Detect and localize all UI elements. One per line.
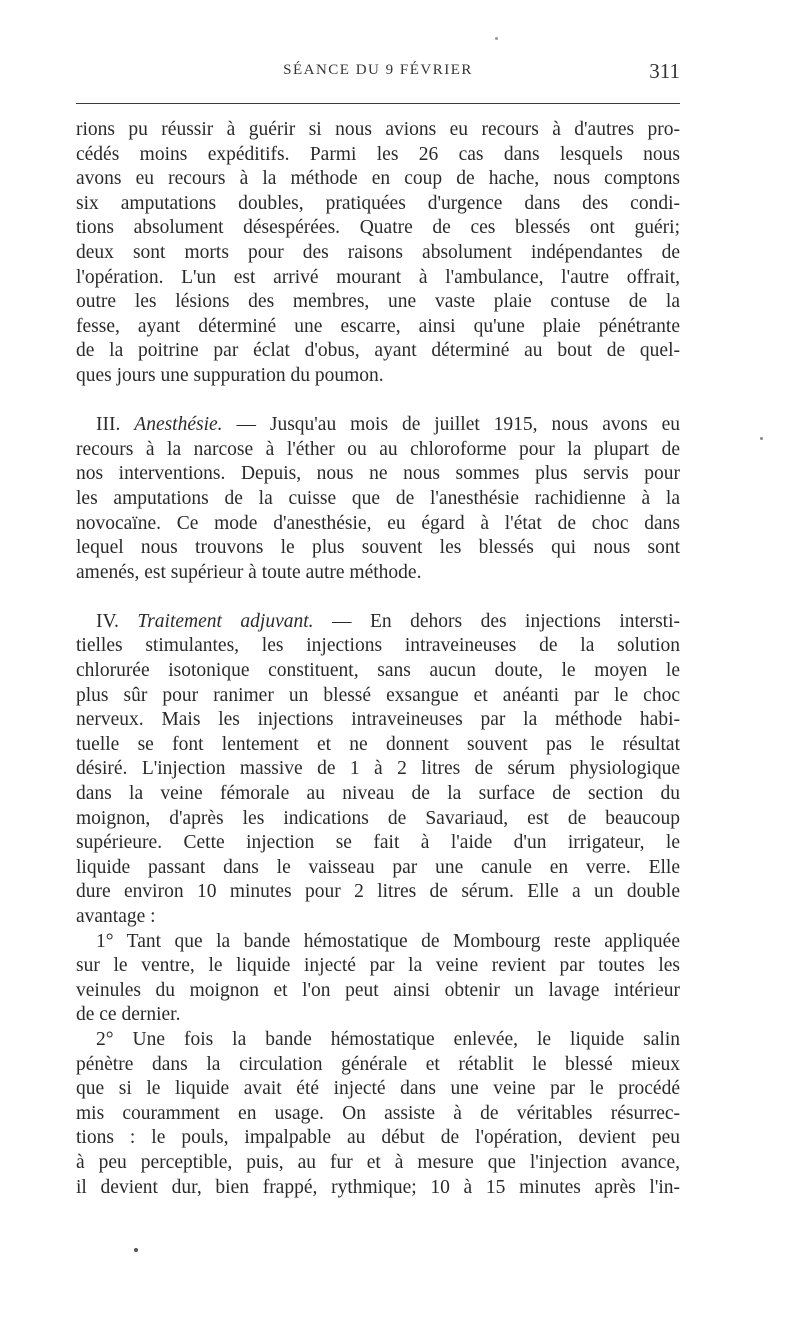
text-line: avantage : bbox=[76, 906, 156, 927]
text-line: chlorurée isotonique constituent, sans aucun doute, le moyen le bbox=[76, 660, 680, 682]
text-line: plus sûr pour ranimer un blessé exsangue et anéanti par le choc bbox=[76, 684, 680, 706]
section-title: Anesthésie. bbox=[134, 414, 223, 436]
text-line: tielles stimulantes, les injections intraveineuses de la solution bbox=[76, 635, 680, 657]
text-line: que si le liquide avait été injecté dans une veine par le procédé bbox=[76, 1078, 680, 1100]
section-first-line bbox=[76, 610, 680, 635]
text-line: tions : le pouls, impalpable au début de l'opération, devient peu bbox=[76, 1127, 680, 1149]
text-line: deux sont morts pour des raisons absolument indépendantes de bbox=[76, 241, 680, 263]
text-line: dure environ 10 minutes pour 2 litres de sérum. Elle a un double bbox=[76, 881, 680, 903]
text-line: liquide passant dans le vaisseau par une canule en verre. Elle bbox=[76, 856, 680, 878]
section-numeral: IV. bbox=[96, 610, 119, 632]
text-line: nerveux. Mais les injections intraveineuses par la méthode habi- bbox=[76, 709, 680, 731]
ink-speck bbox=[134, 1248, 138, 1252]
text-line: moignon, d'après les indications de Savariaud, est de beaucoup bbox=[76, 807, 680, 829]
paragraph-continuation bbox=[76, 118, 680, 389]
text-line: 2° Une fois la bande hémostatique enlevée, le liquide salin bbox=[96, 1028, 680, 1050]
text-line: recours à la narcose à l'éther ou au chloroforme pour la plupart de bbox=[76, 438, 680, 460]
text-line: amenés, est supérieur à toute autre méthode. bbox=[76, 561, 422, 583]
point-two bbox=[76, 1028, 680, 1200]
section-numeral: III. bbox=[96, 414, 121, 436]
ink-speck bbox=[760, 437, 763, 440]
header-rule bbox=[76, 103, 680, 104]
text-line: nos interventions. Depuis, nous ne nous sommes plus servis pour bbox=[76, 463, 680, 485]
text-line: mis couramment en usage. On assiste à de véritables résurrec- bbox=[76, 1102, 680, 1124]
text-line: il devient dur, bien frappé, rythmique; 10 à 15 minutes après l'in- bbox=[76, 1176, 680, 1198]
text-line: à peu perceptible, puis, au fur et à mesure que l'injection avance, bbox=[76, 1151, 680, 1173]
text-line: supérieure. Cette injection se fait à l'aide d'un irrigateur, le bbox=[76, 832, 680, 854]
text-line: désiré. L'injection massive de 1 à 2 litres de sérum physiologique bbox=[76, 758, 680, 780]
text-line: rions pu réussir à guérir si nous avions eu recours à d'autres pro- bbox=[76, 119, 680, 140]
body-text bbox=[76, 118, 680, 1200]
section-anesthesie bbox=[76, 413, 680, 585]
text-line: tuelle se font lentement et ne donnent souvent pas le résultat bbox=[76, 733, 680, 755]
section-title: Traitement adjuvant. bbox=[137, 610, 314, 632]
text-line: dans la veine fémorale au niveau de la surface de section du bbox=[76, 783, 680, 805]
text-line: avons eu recours à la méthode en coup de hache, nous comptons bbox=[76, 168, 680, 190]
text-line: veinules du moignon et l'on peut ainsi obtenir un lavage intérieur bbox=[76, 979, 680, 1001]
text-line: de la poitrine par éclat d'obus, ayant déterminé au bout de quel- bbox=[76, 340, 680, 362]
section-first-line bbox=[76, 413, 680, 438]
text-line: fesse, ayant déterminé une escarre, ainsi qu'une plaie pénétrante bbox=[76, 315, 680, 337]
text-line: 1° Tant que la bande hémostatique de Mombourg reste appliquée bbox=[96, 930, 680, 952]
section-first-line-text: — Jusqu'au mois de juillet 1915, nous avons eu bbox=[222, 414, 681, 436]
text-line: sur le ventre, le liquide injecté par la veine revient par toutes les bbox=[76, 955, 680, 977]
text-line: ques jours une suppuration du poumon. bbox=[76, 364, 384, 386]
text-line: tions absolument désespérées. Quatre de ces blessés ont guéri; bbox=[76, 217, 680, 239]
running-title: SÉANCE DU 9 FÉVRIER bbox=[283, 62, 473, 78]
section-traitement-adjuvant bbox=[76, 610, 680, 930]
page-number: 311 bbox=[649, 59, 680, 83]
text-line: pénètre dans la circulation générale et rétablit le blessé mieux bbox=[76, 1053, 680, 1075]
text-line: lequel nous trouvons le plus souvent les blessés qui nous sont bbox=[76, 537, 680, 559]
paragraph-gap bbox=[76, 585, 680, 610]
text-line: l'opération. L'un est arrivé mourant à l'ambulance, l'autre offrait, bbox=[76, 266, 680, 288]
text-line: six amputations doubles, pratiquées d'urgence dans des condi- bbox=[76, 192, 680, 214]
section-first-line-text: — En dehors des injections intersti- bbox=[313, 610, 681, 632]
text-line: cédés moins expéditifs. Parmi les 26 cas dans lesquels nous bbox=[76, 143, 680, 165]
text-line: de ce dernier. bbox=[76, 1004, 181, 1026]
text-line: novocaïne. Ce mode d'anesthésie, eu égard à l'état de choc dans bbox=[76, 512, 680, 534]
text-line: les amputations de la cuisse que de l'anesthésie rachidienne à la bbox=[76, 487, 680, 509]
ink-speck bbox=[495, 37, 498, 40]
paragraph-gap bbox=[76, 389, 680, 414]
point-one bbox=[76, 930, 680, 1028]
page-header bbox=[76, 59, 680, 88]
text-line: outre les lésions des membres, une vaste plaie contuse de la bbox=[76, 291, 680, 313]
